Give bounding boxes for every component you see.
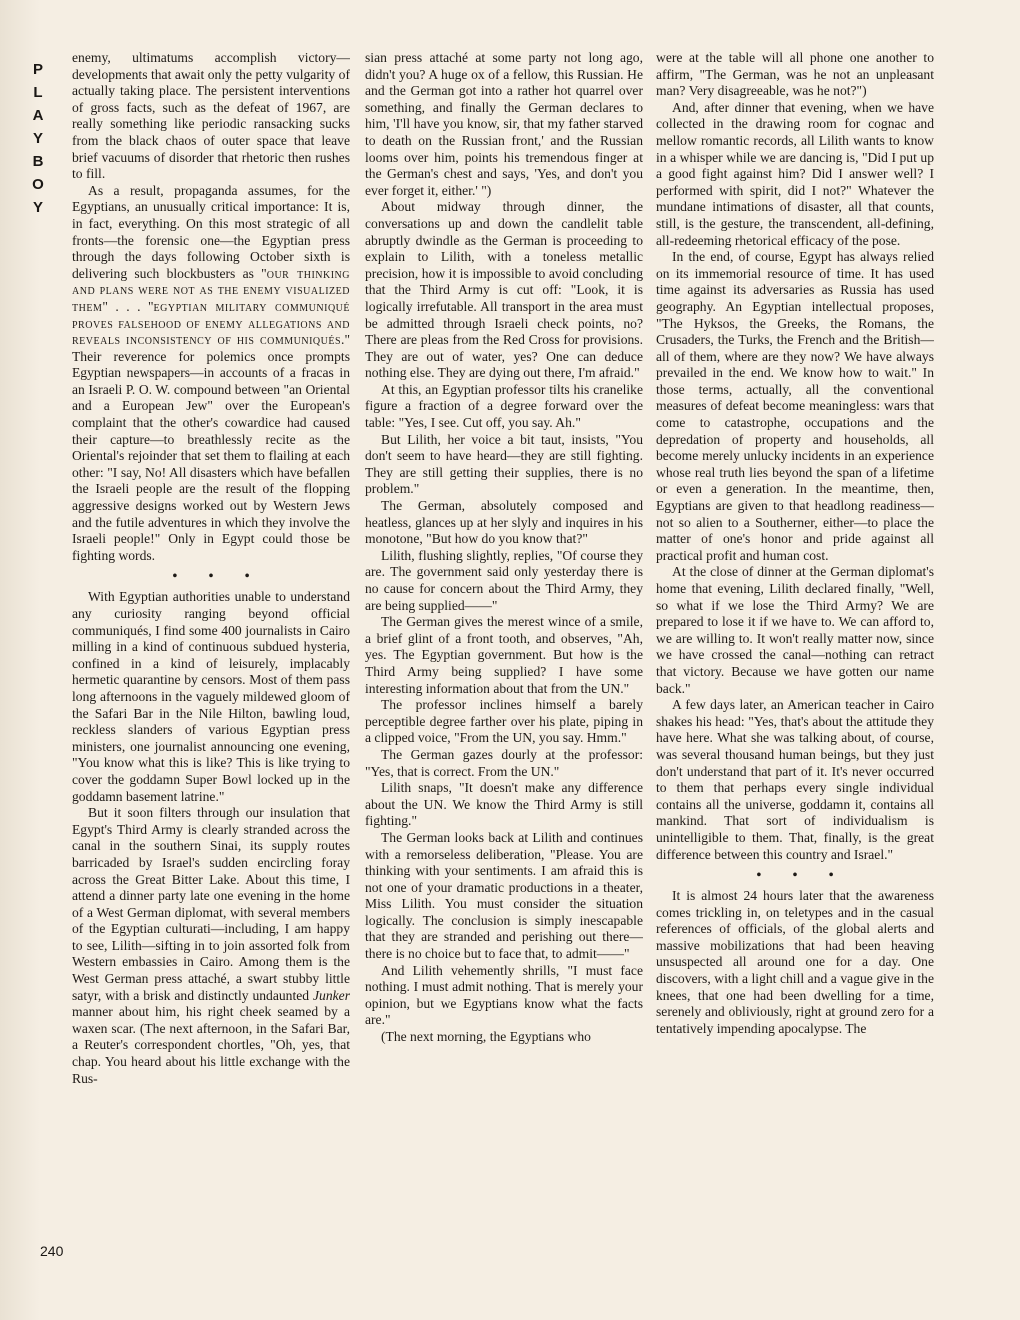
text-run: As a result, propaganda assumes, for the Egyptians, an unusually critical importance: It is, in fact, everything. On this most strategic of all fronts—the forensic one—the Egyptian press through the days following October sixth is delivering such blockbusters as "	[72, 182, 350, 281]
paragraph: At this, an Egyptian professor tilts his cranelike figure a fraction of a degree forward over the table: "Yes, I see. Cut off, you say. Ah."	[365, 381, 643, 431]
section-separator: • • •	[756, 867, 848, 883]
text-run: " . . . "	[102, 298, 154, 314]
paragraph: And Lilith vehemently shrills, "I must face nothing. I must admit nothing. That is merely your opinion, but we Egyptians know what the facts are."	[365, 962, 643, 1028]
small-caps-headline: our thinking and plans were not as the enemy visualized them	[72, 265, 350, 314]
paragraph: The German looks back at Lilith and continues with a remorseless deliberation, "Please. You are thinking with your sentiments. I am afraid this is not one of your dramatic productions in a theater, Miss Lilith. You must consider the situation logically. The conclusion is simply inescapable that they are stranded and perishing out there—there is no choice but to face that, to admit——"	[365, 829, 643, 962]
running-head-letter: Y	[32, 130, 43, 147]
paragraph	[72, 805, 350, 1087]
italic-word: Junker	[313, 987, 350, 1003]
running-head-letter: B	[32, 153, 44, 170]
paragraph: The German gives the merest wince of a smile, a brief glint of a front tooth, and observes, "Ah, yes. The Egyptian government. But how is the Third Army being supplied? I have some interesting information about that from the UN."	[365, 614, 643, 696]
paragraph: The German gazes dourly at the professor: "Yes, that is correct. From the UN."	[365, 746, 643, 779]
text-column-3	[656, 50, 934, 1260]
paragraph: sian press attaché at some party not long ago, didn't you? A huge ox of a fellow, this Russian. He and the German got into a rather hot quarrel over something, and finally the German declares to him, 'I'll have you know, sir, that my father starved to death on the Russian front,' and the Russian looms over him, points his tremendous finger at the German's chest and says, 'Yes, and don't you ever forget it, either.' ")	[365, 50, 643, 198]
running-head-vertical	[28, 58, 48, 219]
paragraph	[72, 183, 350, 565]
text-column-2	[365, 50, 643, 1260]
paragraph: Lilith snaps, "It doesn't make any difference about the UN. We know the Third Army is still fighting."	[365, 780, 643, 829]
running-head-letter: L	[33, 84, 43, 101]
text-run: ." Their reverence for polemics once prompts Egyptian newspapers—in accounts of a fracas in an Israeli P. O. W. compound between "an Oriental and a European Jew" over the European's complaint that the other's cowardice had caused their capture—to breathlessly recite as the Oriental's rejoinder that set them to flailing at each other: "I say, No! All disasters which have befallen the Israeli people are the result of the flopping aggressive designs worked out by Western Jews and the futile adventures in which they involve the Israeli people!" Only in Egypt could those be fighting words.	[72, 332, 350, 563]
paragraph: (The next morning, the Egyptians who	[381, 1029, 591, 1045]
paragraph: were at the table will all phone one another to affirm, "The German, was he not an unpleasant man? Very disagreeable, was he not?")	[656, 50, 934, 99]
text-run: manner about him, his right cheek seamed by a waxen scar. (The next afternoon, in the Safari Bar, a Reuter's correspondent chortles, "Oh, yes, that chap. You heard about his little exchange with the Rus-	[72, 1004, 350, 1086]
paragraph: Lilith, flushing slightly, replies, "Of course they are. The government said only yesterday there is no cause for concern about the Third Army, they are being supplied——"	[365, 547, 643, 613]
text-column-1	[72, 50, 350, 1260]
paragraph: In the end, of course, Egypt has always relied on its immemorial resource of time. It has used time against its adversaries as Russia has used geography. An Egyptian intellectual proposes, "The Hyksos, the Greeks, the Romans, the Crusaders, the Turks, the French and the British—all of them, where are they now? We have always prevailed in the end. We know how to wait." In those terms, actually, all the conventional measures of defeat become meaningless: wars that come to catastrophe, occupations and the depredation of property and households, all become merely unlucky incidents in an experience whose real truth lies beyond the span of a lifetime or even a generation. In the meantime, then, Egyptians are given to that headlong readiness—not so alien to a Southerner, either—to place the matter of one's honor and pride against all practical profit and human cost.	[656, 249, 934, 563]
paragraph: But Lilith, her voice a bit taut, insists, "You don't seem to have heard—they are still fighting. They are still getting their supplies, there is no problem."	[365, 431, 643, 497]
paragraph: It is almost 24 hours later that the awareness comes trickling in, on teletypes and in the casual references of officials, of the global alerts and massive mobilizations that had been heaving unsuspected all around one for a day. One discovers, with a light chill and a vague give in the knees, that one had been dwelling for a time, serenely and obliviously, right at ground zero for a tentatively impending apocalypse. The	[656, 888, 934, 1036]
paragraph: The professor inclines himself a barely perceptible degree farther over his plate, piping in a clipped voice, "From the UN, you say. Hmm."	[365, 697, 643, 746]
running-head-letter: Y	[32, 199, 43, 216]
section-separator: • • •	[172, 568, 264, 584]
running-head-letter: A	[32, 107, 44, 124]
paragraph: With Egyptian authorities unable to understand any curiosity ranging beyond official communiqués, I find some 400 journalists in Cairo milling in a kind of continuous subdued hysteria, confined in a kind of leisurely, implacably hermetic quarantine by censors. Most of them pass long afternoons in the vaguely mildewed gloom of the Safari Bar in the Nile Hilton, bawling loud, reckless slanders of various Egyptian press ministers, one journalist announcing one evening, "You know what this is like? This is like trying to cover the goddamn Super Bowl locked up in the goddamn basement latrine."	[72, 589, 350, 804]
paragraph: At the close of dinner at the German diplomat's home that evening, Lilith declared finally, "Well, so what if we lose the Third Army? We are prepared to lose it if we have to. We can afford to, we are willing to. It won't really matter now, since we have crossed the canal—nothing can retract that victory. Because we have gotten our name back."	[656, 564, 934, 696]
paragraph: A few days later, an American teacher in Cairo shakes his head: "Yes, that's about the attitude they have here. What she was talking about, of course, was several thousand human beings, but they just don't understand that part of it. It's never occurred to them that perhaps every single individual contains all the universe, goddamn it, contains all mankind. That sort of individualism is unintelligible to them. That, finally, is the great difference between this country and Israel."	[656, 697, 934, 862]
small-caps-headline: egyptian military communiqué proves falsehood of enemy allegations and reveals inconsistency of his communiqués	[72, 298, 350, 348]
running-head-letter: P	[32, 61, 43, 78]
text-run: But it soon filters through our insulation that Egypt's Third Army is clearly stranded across the canal in the southern Sinai, its supply routes barricaded by Israel's sudden encircling foray across the Great Bitter Lake. About this time, I attend a dinner party late one evening in the home of a West German diplomat, with several members of the Egyptian culturati—including, I am happy to see, Lilith—sifting in to join assorted folk from Western embassies in Cairo. Among them is the West German press attaché, a swart stubby little satyr, with a brisk and distinctly undaunted	[72, 805, 350, 1003]
page-number: 240	[40, 1243, 64, 1259]
paragraph: enemy, ultimatums accomplish victory—developments that await only the petty vulgarity of actually taking place. The persistent interventions of gross facts, such as the defeat of 1967, are really something like periodic ransacking sucks from the black chaos of outer space that leave brief vacuums of disorder that rhetoric then rushes to fill.	[72, 50, 350, 182]
paragraph: About midway through dinner, the conversations up and down the candlelit table abruptly dwindle as the German is proceeding to explain to Lilith, with a toneless metallic precision, how it is impossible to avoid concluding that the Third Army is cut off: "Look, it is logically irrefutable. All transport in the area must be admitted through Israeli check points, no? There are pleas from the Red Cross for provisions. They are out of water, yes? One can deduce nothing else. They are dying out there, I'm afraid."	[365, 199, 643, 381]
running-head-letter: O	[32, 176, 44, 193]
paragraph: And, after dinner that evening, when we have collected in the drawing room for cognac and mellow romantic records, all Lilith wants to know in a whisper while we are dancing is, "Did I put up a good fight against him? Did I answer well? I performed with spirit, did I not?" Whatever the mundane intimations of disaster, all that counts, still, is the gesture, the transcendent, all-defining, all-redeeming rhetorical efficacy of the pose.	[656, 99, 934, 248]
paragraph: The German, absolutely composed and heatless, glances up at her slyly and inquires in his monotone, "But how do you know that?"	[365, 498, 643, 547]
